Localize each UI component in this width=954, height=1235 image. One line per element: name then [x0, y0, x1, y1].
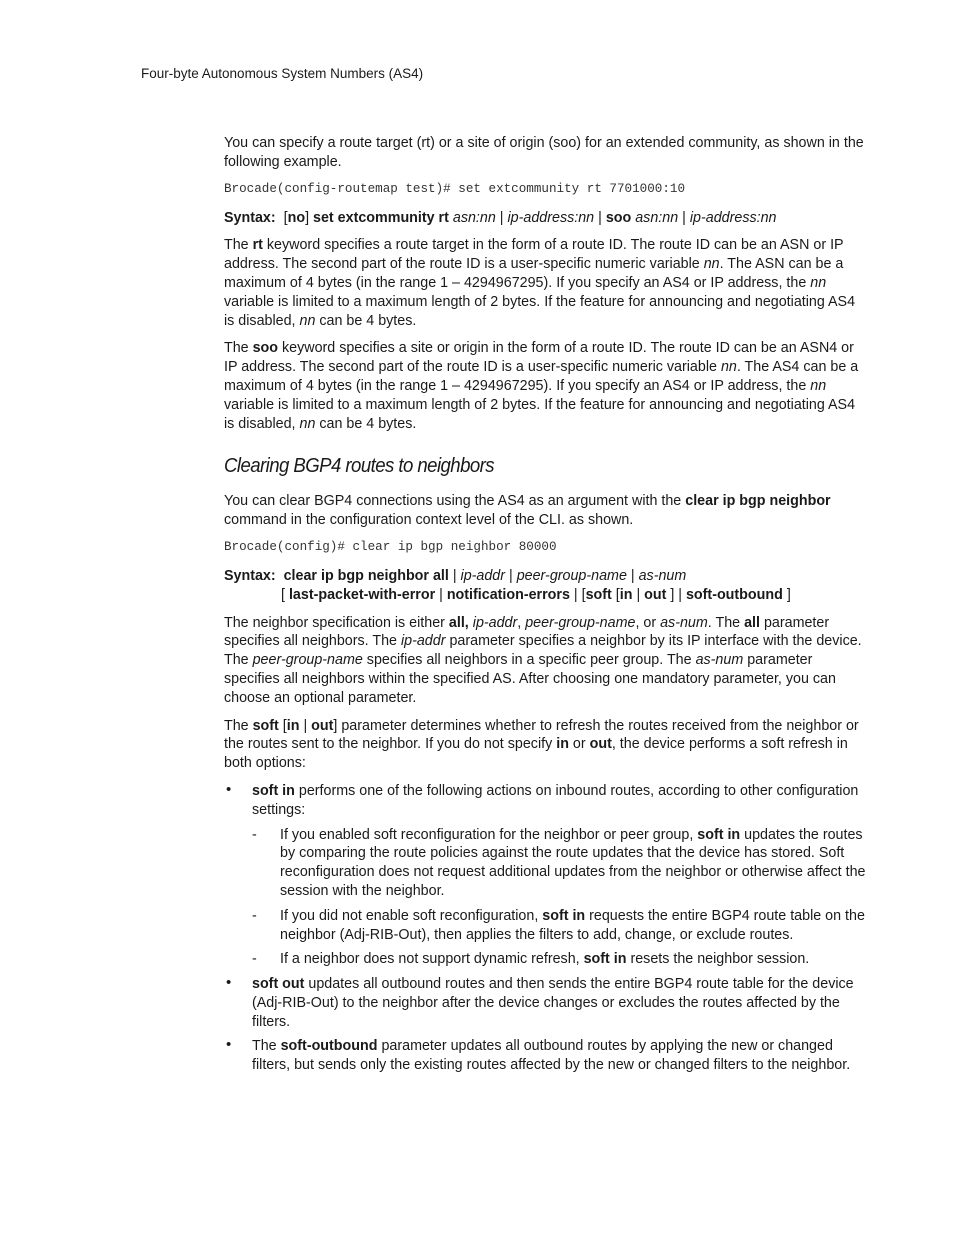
bullet-icon: • [226, 780, 232, 798]
document-body [224, 134, 869, 1081]
sublist-item: - If a neighbor does not support dynamic refresh, soft in resets the neighbor session. [252, 951, 810, 968]
sublist-item: - If you did not enable soft reconfiguration, soft in requests the entire BGP4 route table on the neighbor (Adj-RIB-Out), then applies the filters to add, change, or exclude routes. [252, 907, 865, 943]
section-heading: Clearing BGP4 routes to neighbors [224, 455, 495, 478]
soo-keyword-paragraph: The soo keyword specifies a site or origin in the form of a route ID. The route ID can be an ASN4 or IP address. The second part of the route ID is a user-specific numeric variable nn. The AS4 can be a maximum of 4 bytes (in the range 1 – 4294967295). If you specify an AS4 or IP address, the nn variable is limited to a maximum length of 2 bytes. If the feature for announcing and negotiating AS4 is disabled, nn can be 4 bytes. [224, 340, 859, 432]
soft-parameter-paragraph: The soft [in | out] parameter determines whether to refresh the routes received from the neighbor or the routes sent to the neighbor. If you do not specify in or out, the device performs a soft refresh in both options: [224, 717, 859, 772]
rt-keyword-paragraph: The rt keyword specifies a route target in the form of a route ID. The route ID can be an ASN or IP address. The second part of the route ID is a user-specific numeric variable nn. The ASN can be a maximum of 4 bytes (in the range 1 – 4294967295). If you specify an AS4 or IP address, the nn variable is limited to a maximum length of 2 bytes. If the feature for announcing and negotiating AS4 is disabled, nn can be 4 bytes. [224, 237, 856, 329]
dash-icon: - [252, 826, 257, 843]
bullet-icon: • [226, 1036, 232, 1054]
sublist-item: - If you enabled soft reconfiguration for the neighbor or peer group, soft in updates the routes by comparing the route policies against the route updates that the device has stored. Soft reconfiguration does not request additional updates from the neighbor or otherwise affect the session with the neighbor. [252, 826, 866, 899]
code-example-extcommunity: Brocade(config-routemap test)# set extcommunity rt 7701000:10 [224, 181, 686, 196]
intro-paragraph: You can specify a route target (rt) or a site of origin (soo) for an extended community, as shown in the following example. [224, 135, 864, 170]
soft-in-sublist [252, 826, 869, 970]
bullet-icon: • [226, 974, 232, 992]
clear-bgp-intro-paragraph: You can clear BGP4 connections using the AS4 as an argument with the clear ip bgp neighbor command in the configuration context level of the CLI. as shown. [224, 493, 831, 529]
list-item-soft-in: • soft in performs one of the following actions on inbound routes, according to other configuration settings: - If you enabled soft reconfiguration for the neighbor or peer group, soft in updates the routes by comparing the route policies against the route updates that the device has stored. Soft reconfiguration does not request additional updates from the neighbor or otherwise affect the session with the neighbor. - If you did not enable soft reconfiguration, soft in requests the entire BGP4 route table on the neighbor (Adj-RIB-Out), then applies the filters to add, change, or exclude routes. - If a neighbor does not support dynamic refresh, soft in resets the neighbor session. [224, 782, 869, 969]
syntax-options-line: [ last-packet-with-error | notification-errors | [soft [in | out ] | soft-outbound ] [281, 586, 791, 603]
dash-icon: - [252, 951, 257, 968]
soft-options-list [224, 782, 869, 1075]
neighbor-spec-paragraph: The neighbor specification is either all, ip-addr, peer-group-name, or as-num. The all parameter specifies all neighbors. The ip-addr parameter specifies a neighbor by its IP interface with the device. The peer-group-name specifies all neighbors in a specific peer group. The as-num parameter specifies all neighbors within the specified AS. After choosing one mandatory parameter, you can choose an optional parameter. [224, 614, 862, 706]
dash-icon: - [252, 907, 257, 924]
list-item-soft-out: • soft out updates all outbound routes and then sends the entire BGP4 route table for the device (Adj-RIB-Out) to the neighbor after the device changes or excludes the routes affected by the filters. [226, 974, 854, 1030]
running-header: Four-byte Autonomous System Numbers (AS4) [141, 66, 424, 81]
syntax-extcommunity: Syntax: [no] set extcommunity rt asn:nn | ip-address:nn | soo asn:nn | ip-address:nn [224, 209, 777, 226]
code-example-clear-neighbor: Brocade(config)# clear ip bgp neighbor 80000 [224, 539, 557, 554]
list-item-soft-outbound: • The soft-outbound parameter updates all outbound routes by applying the new or changed filters, but sends only the existing routes affected by the new or changed filters to the neighbor. [226, 1036, 851, 1074]
syntax-clear-neighbor: Syntax: clear ip bgp neighbor all | ip-addr | peer-group-name | as-num [ last-packet-with-error | notification-errors | [soft [in | out ] | soft-outbound ] [224, 567, 869, 605]
